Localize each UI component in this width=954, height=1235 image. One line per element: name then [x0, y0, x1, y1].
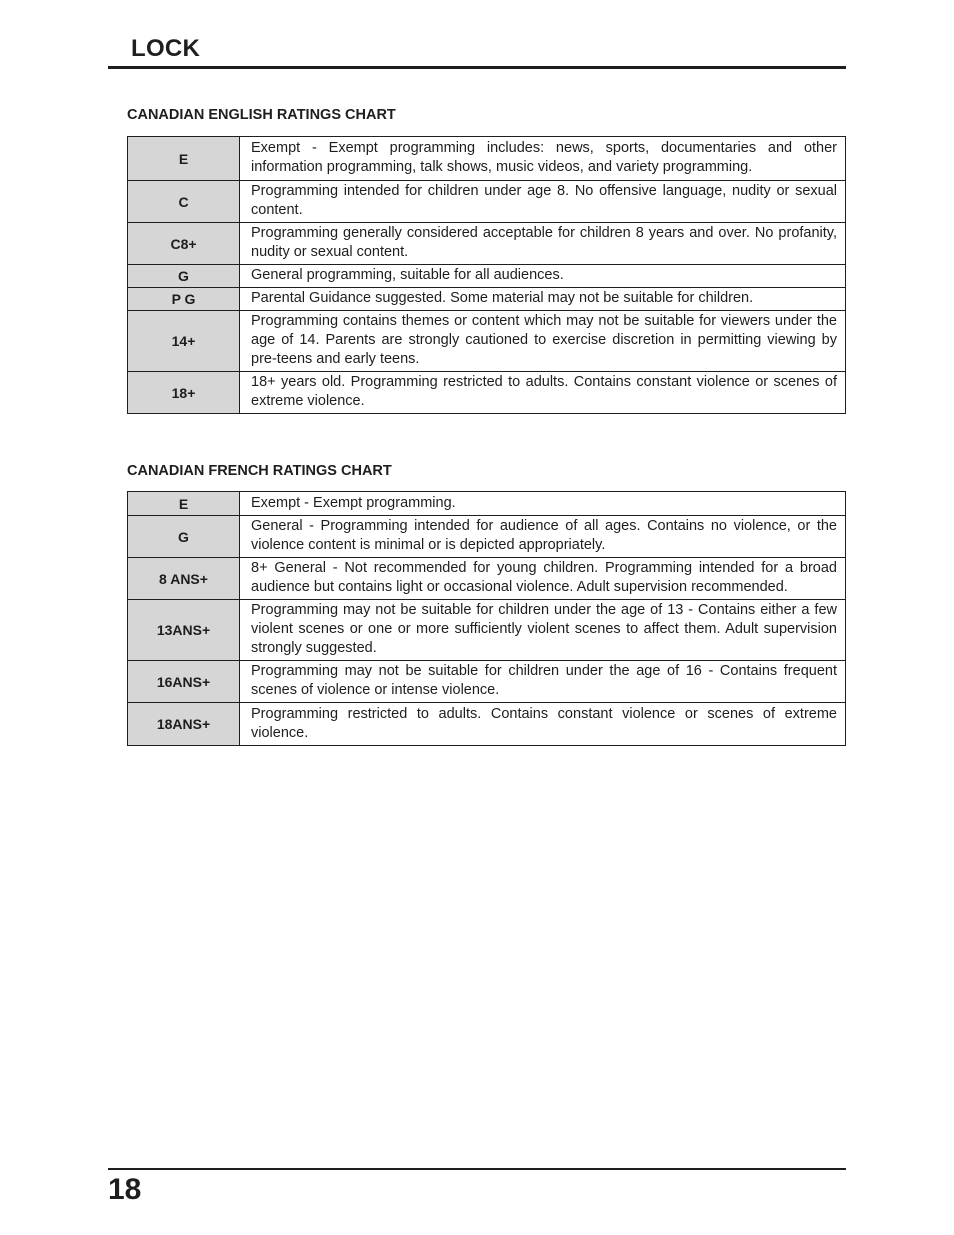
rating-description: Programming may not be suitable for children under the age of 13 - Contains either a few violent scenes or one or more sufficiently violent scenes to affect them. Adult supervision strongly suggested.: [240, 600, 846, 661]
rating-code: G: [128, 516, 240, 558]
rating-code: E: [128, 492, 240, 516]
rating-description: 18+ years old. Programming restricted to adults. Contains constant violence or scenes of extreme violence.: [240, 372, 846, 414]
table-row: [128, 661, 846, 703]
rating-code: P G: [128, 288, 240, 311]
page-title: LOCK: [131, 35, 201, 62]
table-row: [128, 288, 846, 311]
footer-rule: [108, 1168, 846, 1170]
rating-description: Exempt - Exempt programming.: [240, 492, 846, 516]
table-row: [128, 181, 846, 223]
table-row: [128, 311, 846, 372]
rating-description: General - Programming intended for audience of all ages. Contains no violence, or the violence content is minimal or is depicted appropriately.: [240, 516, 846, 558]
rating-description: General programming, suitable for all audiences.: [240, 265, 846, 288]
rating-code: 8 ANS+: [128, 558, 240, 600]
header-rule: [108, 66, 846, 69]
table-row: [128, 600, 846, 661]
table-row: [128, 703, 846, 746]
rating-code: E: [128, 137, 240, 181]
rating-description: Programming intended for children under age 8. No offensive language, nudity or sexual content.: [240, 181, 846, 223]
table-row: [128, 137, 846, 181]
rating-description: Programming restricted to adults. Contains constant violence or scenes of extreme violence.: [240, 703, 846, 746]
rating-code: 18ANS+: [128, 703, 240, 746]
rating-description: Programming contains themes or content which may not be suitable for viewers under the age of 14. Parents are strongly cautioned to exercise discretion in permitting viewing by pre-teens and early teens.: [240, 311, 846, 372]
rating-code: C8+: [128, 223, 240, 265]
rating-description: Programming generally considered acceptable for children 8 years and over. No profanity, nudity or sexual content.: [240, 223, 846, 265]
rating-description: Exempt - Exempt programming includes: news, sports, documentaries and other information programming, talk shows, music videos, and variety programming.: [240, 137, 846, 181]
rating-code: 14+: [128, 311, 240, 372]
table-row: [128, 265, 846, 288]
english-chart-title: CANADIAN ENGLISH RATINGS CHART: [127, 107, 396, 123]
rating-code: G: [128, 265, 240, 288]
table-row: [128, 372, 846, 414]
rating-code: 13ANS+: [128, 600, 240, 661]
rating-description: Programming may not be suitable for children under the age of 16 - Contains frequent scenes of violence or intense violence.: [240, 661, 846, 703]
rating-description: 8+ General - Not recommended for young children. Programming intended for a broad audience but contains light or occasional violence. Adult supervision recommended.: [240, 558, 846, 600]
table-row: [128, 492, 846, 516]
rating-code: C: [128, 181, 240, 223]
french-chart-title: CANADIAN FRENCH RATINGS CHART: [127, 463, 392, 479]
table-row: [128, 558, 846, 600]
table-row: [128, 516, 846, 558]
english-ratings-table: [127, 136, 846, 414]
french-ratings-table: [127, 491, 846, 746]
page-number: 18: [108, 1173, 142, 1206]
rating-code: 16ANS+: [128, 661, 240, 703]
rating-code: 18+: [128, 372, 240, 414]
rating-description: Parental Guidance suggested. Some material may not be suitable for children.: [240, 288, 846, 311]
table-row: [128, 223, 846, 265]
